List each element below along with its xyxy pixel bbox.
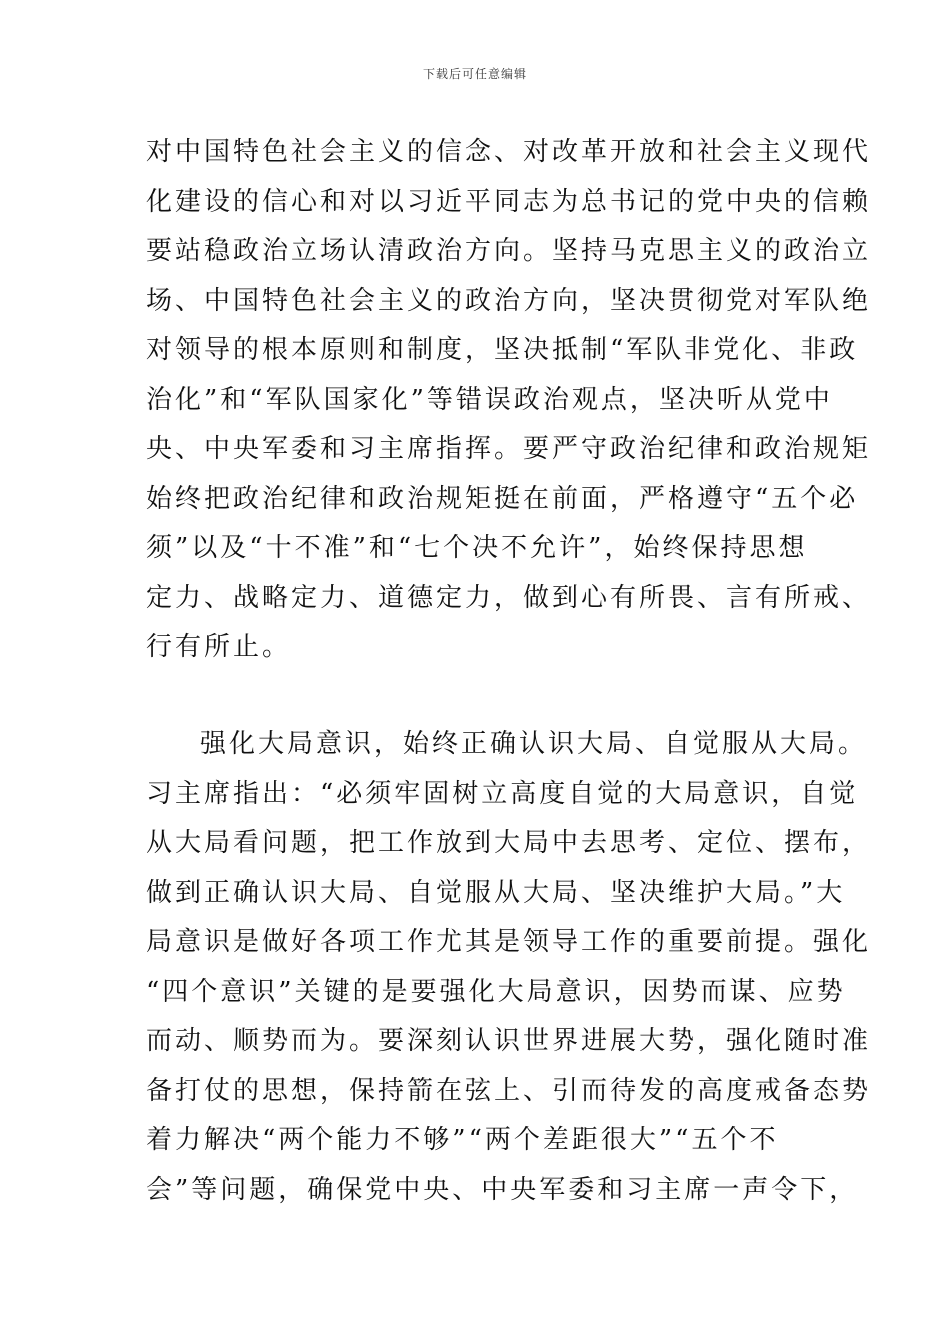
text-line: 局意识是做好各项工作尤其是领导工作的重要前提。强化	[146, 927, 872, 957]
text-line: 强化大局意识，始终正确认识大局、自觉服从大局。	[200, 729, 868, 759]
text-line: 做到正确认识大局、自觉服从大局、坚决维护大局。”大	[146, 877, 846, 908]
text-line: 始终把政治纪律和政治规矩挺在前面，严格遵守“五个必	[146, 483, 859, 514]
text-line: “四个意识”关键的是要强化大局意识，因势而谋、应势	[146, 976, 846, 1007]
paragraph-big-picture	[146, 720, 872, 1215]
page-header: 下载后可任意编辑	[422, 67, 527, 81]
text-line: 要站稳政治立场认清政治方向。坚持马克思主义的政治立	[146, 236, 872, 266]
text-line: 对中国特色社会主义的信念、对改革开放和社会主义现代	[146, 137, 872, 167]
text-line: 会”等问题，确保党中央、中央军委和习主席一声令下，	[146, 1174, 859, 1205]
text-line: 定力、战略定力、道德定力，做到心有所畏、言有所戒、	[146, 582, 872, 613]
text-line: 化建设的信心和对以习近平同志为总书记的党中央的信赖	[146, 186, 872, 217]
text-line: 而动、顺势而为。要深刻认识世界进展大势，强化随时准	[146, 1026, 872, 1056]
text-line: 须”以及“十不准”和“七个决不允许”，始终保持思想	[146, 533, 808, 563]
text-line: 习主席指出：“必须牢固树立高度自觉的大局意识，自觉	[146, 778, 859, 809]
text-line: 从大局看问题，把工作放到大局中去思考、定位、摆布，	[146, 828, 872, 858]
text-line: 场、中国特色社会主义的政治方向，坚决贯彻党对军队绝	[146, 285, 872, 316]
text-line: 行有所止。	[146, 632, 292, 662]
text-line: 央、中央军委和习主席指挥。要严守政治纪律和政治规矩	[146, 434, 872, 464]
text-line: 治化”和“军队国家化”等错误政治观点，坚决听从党中	[146, 384, 833, 415]
paragraph-political-stance	[146, 128, 872, 673]
text-line: 备打仗的思想，保持箭在弦上、引而待发的高度戒备态势	[146, 1075, 872, 1106]
text-line: 着力解决“两个能力不够”“两个差距很大”“五个不	[146, 1125, 779, 1155]
text-line: 对领导的根本原则和制度，坚决抵制“军队非党化、非政	[146, 335, 859, 365]
